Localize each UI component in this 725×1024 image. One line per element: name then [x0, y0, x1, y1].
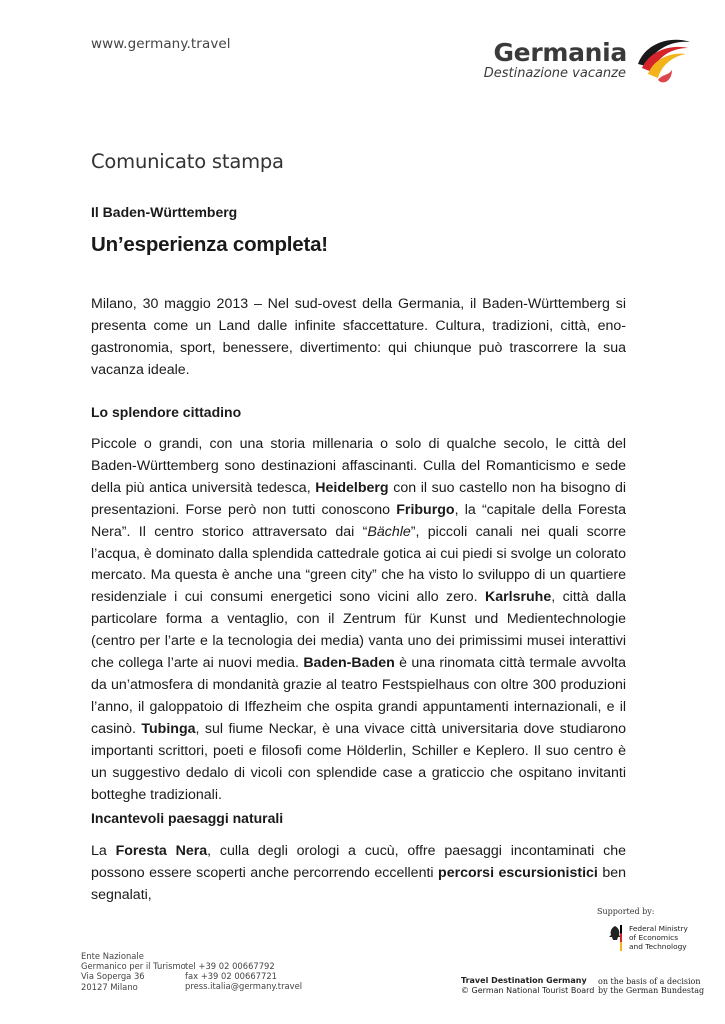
text-run: con il suo castello non ha bisogno di presentazioni. Forse però non tutti conoscono — [91, 479, 627, 518]
federal-eagle-icon — [608, 925, 622, 951]
footer-address — [81, 951, 186, 992]
nature-paragraph — [91, 841, 626, 907]
bundestag-note — [598, 977, 704, 995]
emphasis-bold: Friburgo — [396, 501, 455, 518]
intro-paragraph: Milano, 30 maggio 2013 – Nel sud-ovest della Germania, il Baden-Württemberg si presenta come un Land dalle infinite sfaccettature. Cultura, tradizioni, città, eno-gastronomia, sport, benessere, divertimento: qui chiunque può trascorrere la sua vacanza ideale. — [91, 296, 626, 378]
emphasis-italic: Bächle — [367, 523, 411, 540]
emphasis-bold: Foresta Nera — [115, 843, 208, 859]
email-link[interactable]: press.italia@germany.travel — [185, 981, 303, 992]
address-line: Via Soperga 36 — [81, 971, 145, 982]
ministry-line: Federal Ministry — [629, 924, 688, 933]
section-title-nature: Incantevoli paesaggi naturali — [91, 810, 284, 826]
supported-by-label: Supported by: — [597, 907, 655, 916]
headline: Un’esperienza completa! — [91, 233, 328, 256]
brand-tagline: Destinazione vacanze — [483, 66, 626, 81]
fax-number: fax +39 02 00667721 — [185, 971, 277, 982]
city-paragraph — [91, 434, 626, 806]
site-url[interactable]: www.germany.travel — [91, 36, 231, 52]
text-run: Piccole o grandi, con una storia millenaria o solo di qualche secolo, le città del Baden-Württemberg sono destinazioni affascinanti. Culla del Romanticismo e sede della più antica università tedesca, — [91, 436, 626, 496]
tdg-subtitle: © German National Tourist Board — [461, 985, 595, 995]
emphasis-bold: percorsi escursionistici — [438, 864, 598, 881]
emphasis-bold: Heidelberg — [315, 479, 389, 496]
ministry-line: of Economics — [629, 932, 679, 942]
footer-contacts — [185, 961, 302, 992]
brand-name: Germania — [493, 38, 627, 67]
emphasis-bold: Tubinga — [141, 720, 196, 737]
germany-eagle-swoosh-icon — [632, 34, 694, 92]
address-line: Germanico per il Turismo — [81, 961, 186, 972]
emphasis-bold: Baden-Baden — [303, 655, 395, 672]
text-run: ”, piccoli canali nei quali scorre l’acqua, è dominato dalla splendida cattedrale gotica ai cui piedi si svolge un colorato mercato. Ma questa è anche una “green city” che ha visto lo sviluppo di un quartiere residenziale i cui consumi energetici sono vicini allo zero. — [91, 523, 626, 606]
address-line: Ente Nazionale — [81, 951, 144, 961]
tdg-title: Travel Destination Germany — [461, 976, 587, 985]
document-type-label: Comunicato stampa — [91, 150, 284, 173]
text-run: , la “capitale della Foresta Nera”. Il centro storico attraversato dai “ — [91, 501, 627, 540]
text-run: , sul fiume Neckar, è una vivace città universitaria dove studiarono importanti scrittori, poeti e filosofi come Hölderlin, Schiller e Keplero. Il suo centro è un suggestivo dedalo di vicoli con splendide case a graticcio che ospitano invitanti botteghe tradizionali. — [91, 720, 626, 803]
text-run: La — [91, 843, 116, 859]
ministry-name — [629, 925, 688, 951]
text-run: , città dalla particolare forma a ventaglio, con il Zentrum für Kunst und Medientechnologie (centro per l’arte e la tecnologia dei media) vanta uno dei primissimi musei interattivi che collega l’arte ai nuovi media. — [91, 589, 626, 672]
bundestag-line: on the basis of a decision — [598, 977, 701, 986]
section-title-city: Lo splendore cittadino — [91, 404, 242, 420]
emphasis-bold: Karlsruhe — [485, 589, 552, 606]
text-run: , culla degli orologi a cucù, offre paesaggi incontaminati che possono essere scoperti anche percorrendo eccellenti — [91, 843, 626, 881]
phone-number: tel +39 02 00667792 — [185, 961, 275, 971]
text-run: è una rinomata città termale avvolta da un’atmosfera di mondanità grazie al teatro Festspielhaus con oltre 300 produzioni l’anno, il galoppatoio di Iffezheim che ospita grandi appuntamenti internazionali, e il casinò. — [91, 655, 626, 737]
address-line: 20127 Milano — [81, 981, 138, 992]
text-run: ben segnalati, — [91, 864, 626, 903]
tdg-block — [461, 976, 594, 995]
region-title: Il Baden-Württemberg — [91, 204, 238, 220]
bundestag-line: by the German Bundestag — [598, 986, 705, 995]
ministry-line: and Technology — [629, 941, 687, 951]
